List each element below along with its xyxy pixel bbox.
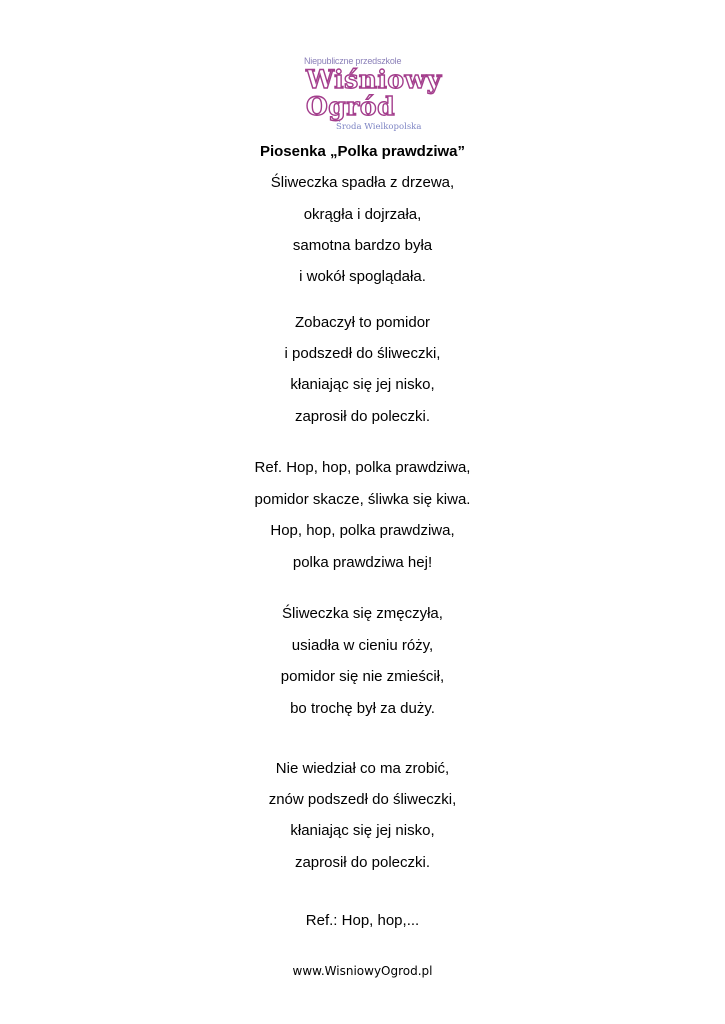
lyric-line: samotna bardzo była xyxy=(292,237,433,254)
lyric-line: Zobaczył to pomidor xyxy=(294,314,431,331)
lyric-line: Śliweczka spadła z drzewa, xyxy=(270,174,455,191)
lyric-line: kłaniając się jej nisko, xyxy=(290,822,435,839)
lyric-line: znów podszedł do śliweczki, xyxy=(268,791,457,808)
lyric-line: bo trochę był za duży. xyxy=(290,700,435,717)
lyric-line: zaprosił do poleczki. xyxy=(294,408,431,425)
refrain-line: pomidor skacze, śliwka się kiwa. xyxy=(254,491,471,508)
lyric-line: i wokół spoglądała. xyxy=(299,268,426,285)
refrain-line: polka prawdziwa hej! xyxy=(292,554,433,571)
logo-bottom-text: Środa Wielkopolska xyxy=(336,122,422,132)
logo-word-1: Wiśniowy xyxy=(306,65,442,94)
lyric-line: kłaniając się jej nisko, xyxy=(290,376,435,393)
refrain-reference-line: Ref.: Hop, hop,... xyxy=(305,912,420,929)
logo-word-2: Ogród xyxy=(306,92,396,121)
lyric-line: zaprosił do poleczki. xyxy=(294,854,431,871)
lyric-line: Śliweczka się zmęczyła, xyxy=(282,605,443,622)
lyric-line: pomidor się nie zmieścił, xyxy=(280,668,445,685)
logo-top-text: Niepubliczne przedszkole xyxy=(304,56,402,66)
refrain-line: Ref. Hop, hop, polka prawdziwa, xyxy=(254,459,471,476)
lyric-line: i podszedł do śliweczki, xyxy=(284,345,441,362)
footer-website: www.WisniowyOgrod.pl xyxy=(292,964,433,978)
song-title: Piosenka „Polka prawdziwa” xyxy=(259,143,466,160)
refrain-line: Hop, hop, polka prawdziwa, xyxy=(270,522,455,539)
lyric-line: okrągła i dojrzała, xyxy=(303,206,422,223)
lyric-line: Nie wiedział co ma zrobić, xyxy=(275,760,450,777)
lyric-line: usiadła w cieniu róży, xyxy=(291,637,434,654)
logo xyxy=(296,52,442,136)
